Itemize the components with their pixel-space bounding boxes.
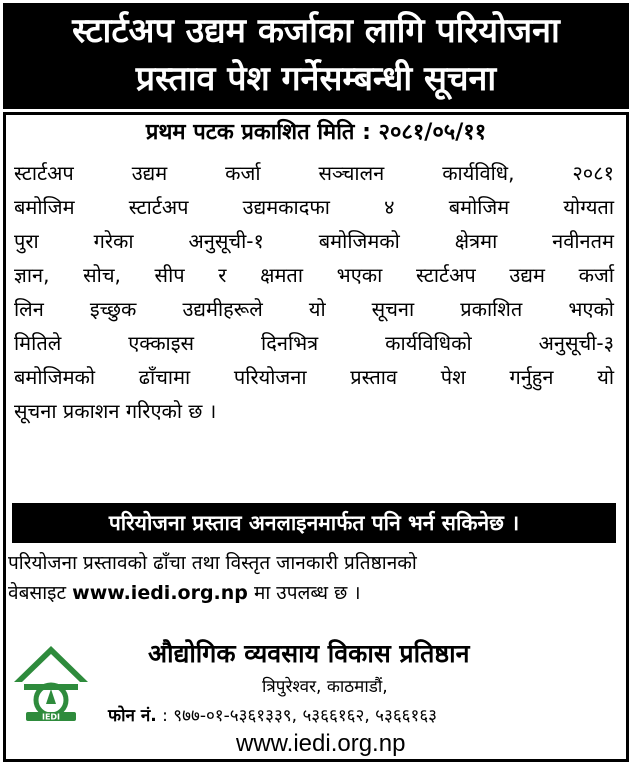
organization-phone	[108, 703, 437, 726]
notice-line: मितिले एक्काइस दिनभित्र कार्यविधिको अनुसूची-३	[14, 331, 614, 355]
notice-line: बमोजिम स्टार्टअप उद्यमकादफा ४ बमोजिम योग्यता	[14, 195, 614, 219]
notice-header	[3, 3, 629, 109]
header-title-line-2: प्रस्ताव पेश गर्नेसम्बन्धी सूचना	[135, 59, 497, 99]
logo-text: IEDI	[41, 712, 61, 722]
notice-paragraph	[14, 156, 614, 428]
header-title-line-1: स्टार्टअप उद्यम कर्जाका लागि परियोजना	[72, 11, 560, 51]
info-suffix: मा उपलब्ध छ ।	[253, 582, 361, 604]
notice-line: स्टार्टअप उद्यम कर्जा सञ्चालन कार्यविधि, २०८१	[14, 161, 614, 185]
notice-line: पुरा गरेका अनुसूची-१ बमोजिमको क्षेत्रमा नवीनतम	[14, 229, 614, 253]
phone-label: फोन नं.	[108, 706, 157, 726]
info-paragraph	[8, 548, 620, 608]
organization-name: औद्योगिक व्यवसाय विकास प्रतिष्ठान	[148, 639, 470, 668]
publication-date: प्रथम पटक प्रकाशित मिति : २०८१/०५/११	[145, 120, 487, 145]
info-line-2	[8, 578, 620, 608]
info-line-1: परियोजना प्रस्तावको ढाँचा तथा विस्तृत जानकारी प्रतिष्ठानको	[8, 552, 417, 574]
online-submission-banner: परियोजना प्रस्ताव अनलाइनमार्फत पनि भर्न सकिनेछ ।	[12, 503, 616, 543]
info-website-link[interactable]: www.iedi.org.np	[72, 582, 248, 604]
notice-line: बमोजिमको ढाँचामा परियोजना प्रस्ताव पेश गर्नुहुन यो	[14, 365, 614, 389]
info-prefix: वेबसाइट	[8, 582, 67, 604]
footer-website-link[interactable]: www.iedi.org.np	[236, 730, 406, 757]
notice-line: लिन इच्छुक उद्यमीहरूले यो सूचना प्रकाशित भएको	[14, 297, 614, 321]
notice-line: ज्ञान, सोच, सीप र क्षमता भएका स्टार्टअप उद्यम कर्जा	[14, 263, 614, 287]
notice-line: सूचना प्रकाशन गरिएको छ ।	[14, 399, 217, 423]
organization-address: त्रिपुरेश्वर, काठमाडौं,	[262, 677, 388, 697]
phone-numbers: : ९७७-०१-५३६१३३९, ५३६६१६२, ५३६६१६३	[162, 706, 438, 726]
iedi-logo-icon	[6, 642, 96, 722]
